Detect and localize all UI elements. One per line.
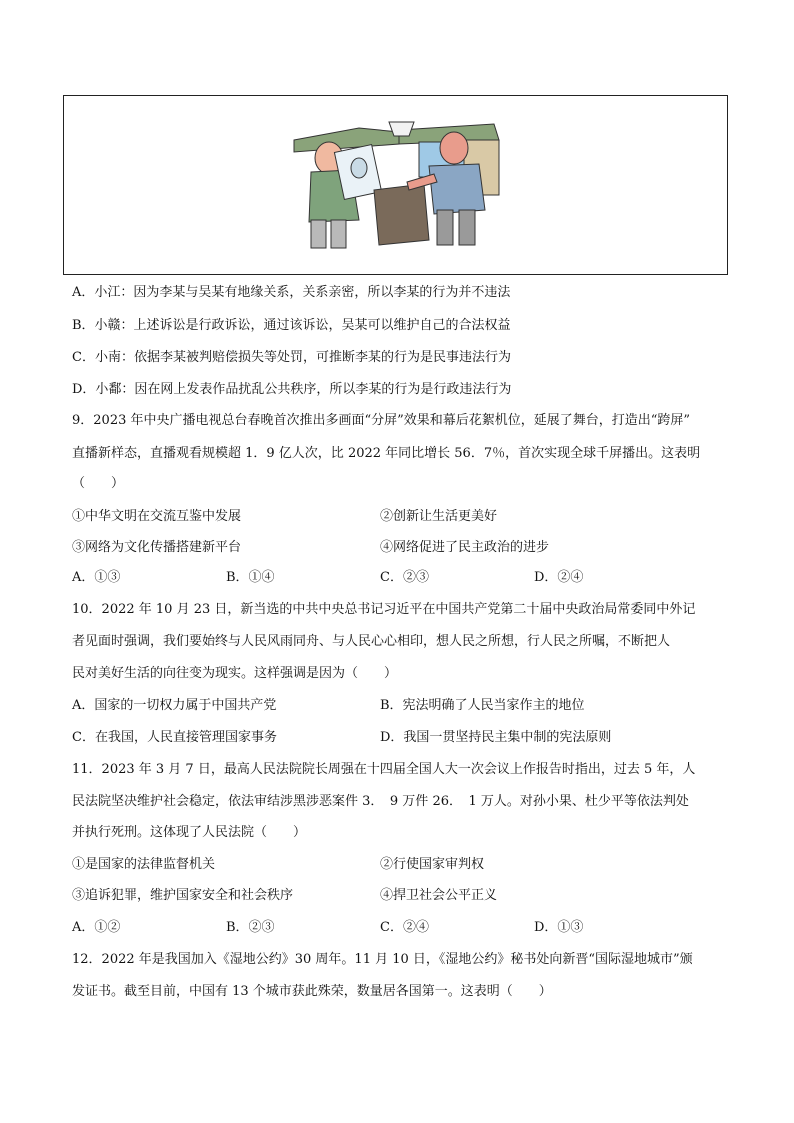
q9-item-3: ③网络为文化传播搭建新平台 (72, 540, 242, 555)
q11-choice-d: D．①③ (534, 920, 584, 935)
q11-choice-c: C．②④ (380, 920, 429, 935)
q10-stem-line2: 者见面时强调，我们要始终与人民风雨同舟、与人民心心相印，想人民之所想，行人民之所嘱，不断把人 (72, 634, 671, 649)
q11-stem-line3: 并执行死刑。这体现了人民法院（ ） (72, 825, 307, 840)
q9-item-2: ②创新让生活更美好 (380, 509, 498, 524)
q12-stem-line1: 12．2022 年是我国加入《湿地公约》30 周年。11 月 10 日，《湿地公约》秘书处向新晋“国际湿地城市”颁 (72, 952, 693, 967)
q8-option-c: C．小南：依据李某被判赔偿损失等处罚，可推断李某的行为是民事违法行为 (72, 350, 511, 365)
q9-choice-d: D．②④ (534, 570, 584, 585)
q11-item-3: ③追诉犯罪，维护国家安全和社会秩序 (72, 888, 294, 903)
q8-option-d: D．小鄱：因在网上发表作品扰乱公共秩序，所以李某的行为是行政违法行为 (72, 382, 512, 397)
q9-stem-line1: 9．2023 年中央广播电视总台春晚首次推出多画面“分屏”效果和幕后花絮机位，延展了舞台，打造出“跨屏” (72, 413, 691, 428)
q11-item-2: ②行使国家审判权 (380, 857, 485, 872)
illustration-frame (63, 95, 728, 275)
q12-stem-line2: 发证书。截至目前，中国有 13 个城市获此殊荣，数量居各国第一。这表明（ ） (72, 984, 552, 999)
q11-item-1: ①是国家的法律监督机关 (72, 857, 216, 872)
q10-choice-c: C．在我国，人民直接管理国家事务 (72, 730, 277, 745)
q11-item-4: ④捍卫社会公平正义 (380, 888, 498, 903)
q11-stem-line1: 11．2023 年 3 月 7 日，最高人民法院院长周强在十四届全国人大一次会议上作报告时指出，过去 5 年，人 (72, 762, 696, 777)
q11-choice-b: B．②③ (226, 920, 275, 935)
q10-choice-d: D．我国一贯坚持民主集中制的宪法原则 (380, 730, 612, 745)
q8-option-b: B．小赣：上述诉讼是行政诉讼，通过该诉讼，吴某可以维护自己的合法权益 (72, 318, 511, 333)
q10-stem-line3: 民对美好生活的向往变为现实。这样强调是因为（ ） (72, 666, 398, 681)
q10-stem-line1: 10．2022 年 10 月 23 日，新当选的中共中央总书记习近平在中国共产党第二十届中央政治局常委同中外记 (72, 602, 696, 617)
q9-item-1: ①中华文明在交流互鉴中发展 (72, 509, 242, 524)
q11-choice-a: A．①② (72, 920, 121, 935)
q9-choice-a: A．①③ (72, 570, 121, 585)
q10-choice-b: B．宪法明确了人民当家作主的地位 (380, 698, 585, 713)
q9-item-4: ④网络促进了民主政治的进步 (380, 540, 550, 555)
q9-choice-c: C．②③ (380, 570, 429, 585)
q8-option-a: A．小江：因为李某与吴某有地缘关系，关系亲密，所以李某的行为并不违法 (72, 285, 511, 300)
q9-choice-b: B．①④ (226, 570, 275, 585)
q10-choice-a: A．国家的一切权力属于中国共产党 (72, 698, 277, 713)
q9-stem-line2: 直播新样态，直播观看规模超 1．9 亿人次，比 2022 年同比增长 56．7％，首次实现全球千屏播出。这表明 (72, 446, 701, 461)
q9-stem-line3: （ ） (72, 476, 125, 491)
q11-stem-line2: 民法院坚决维护社会稳定，依法审结涉黑涉恶案件 3． 9 万件 26． 1 万人。对孙小果、杜少平等依法判处 (72, 794, 689, 809)
cartoon-illustration (289, 110, 504, 255)
